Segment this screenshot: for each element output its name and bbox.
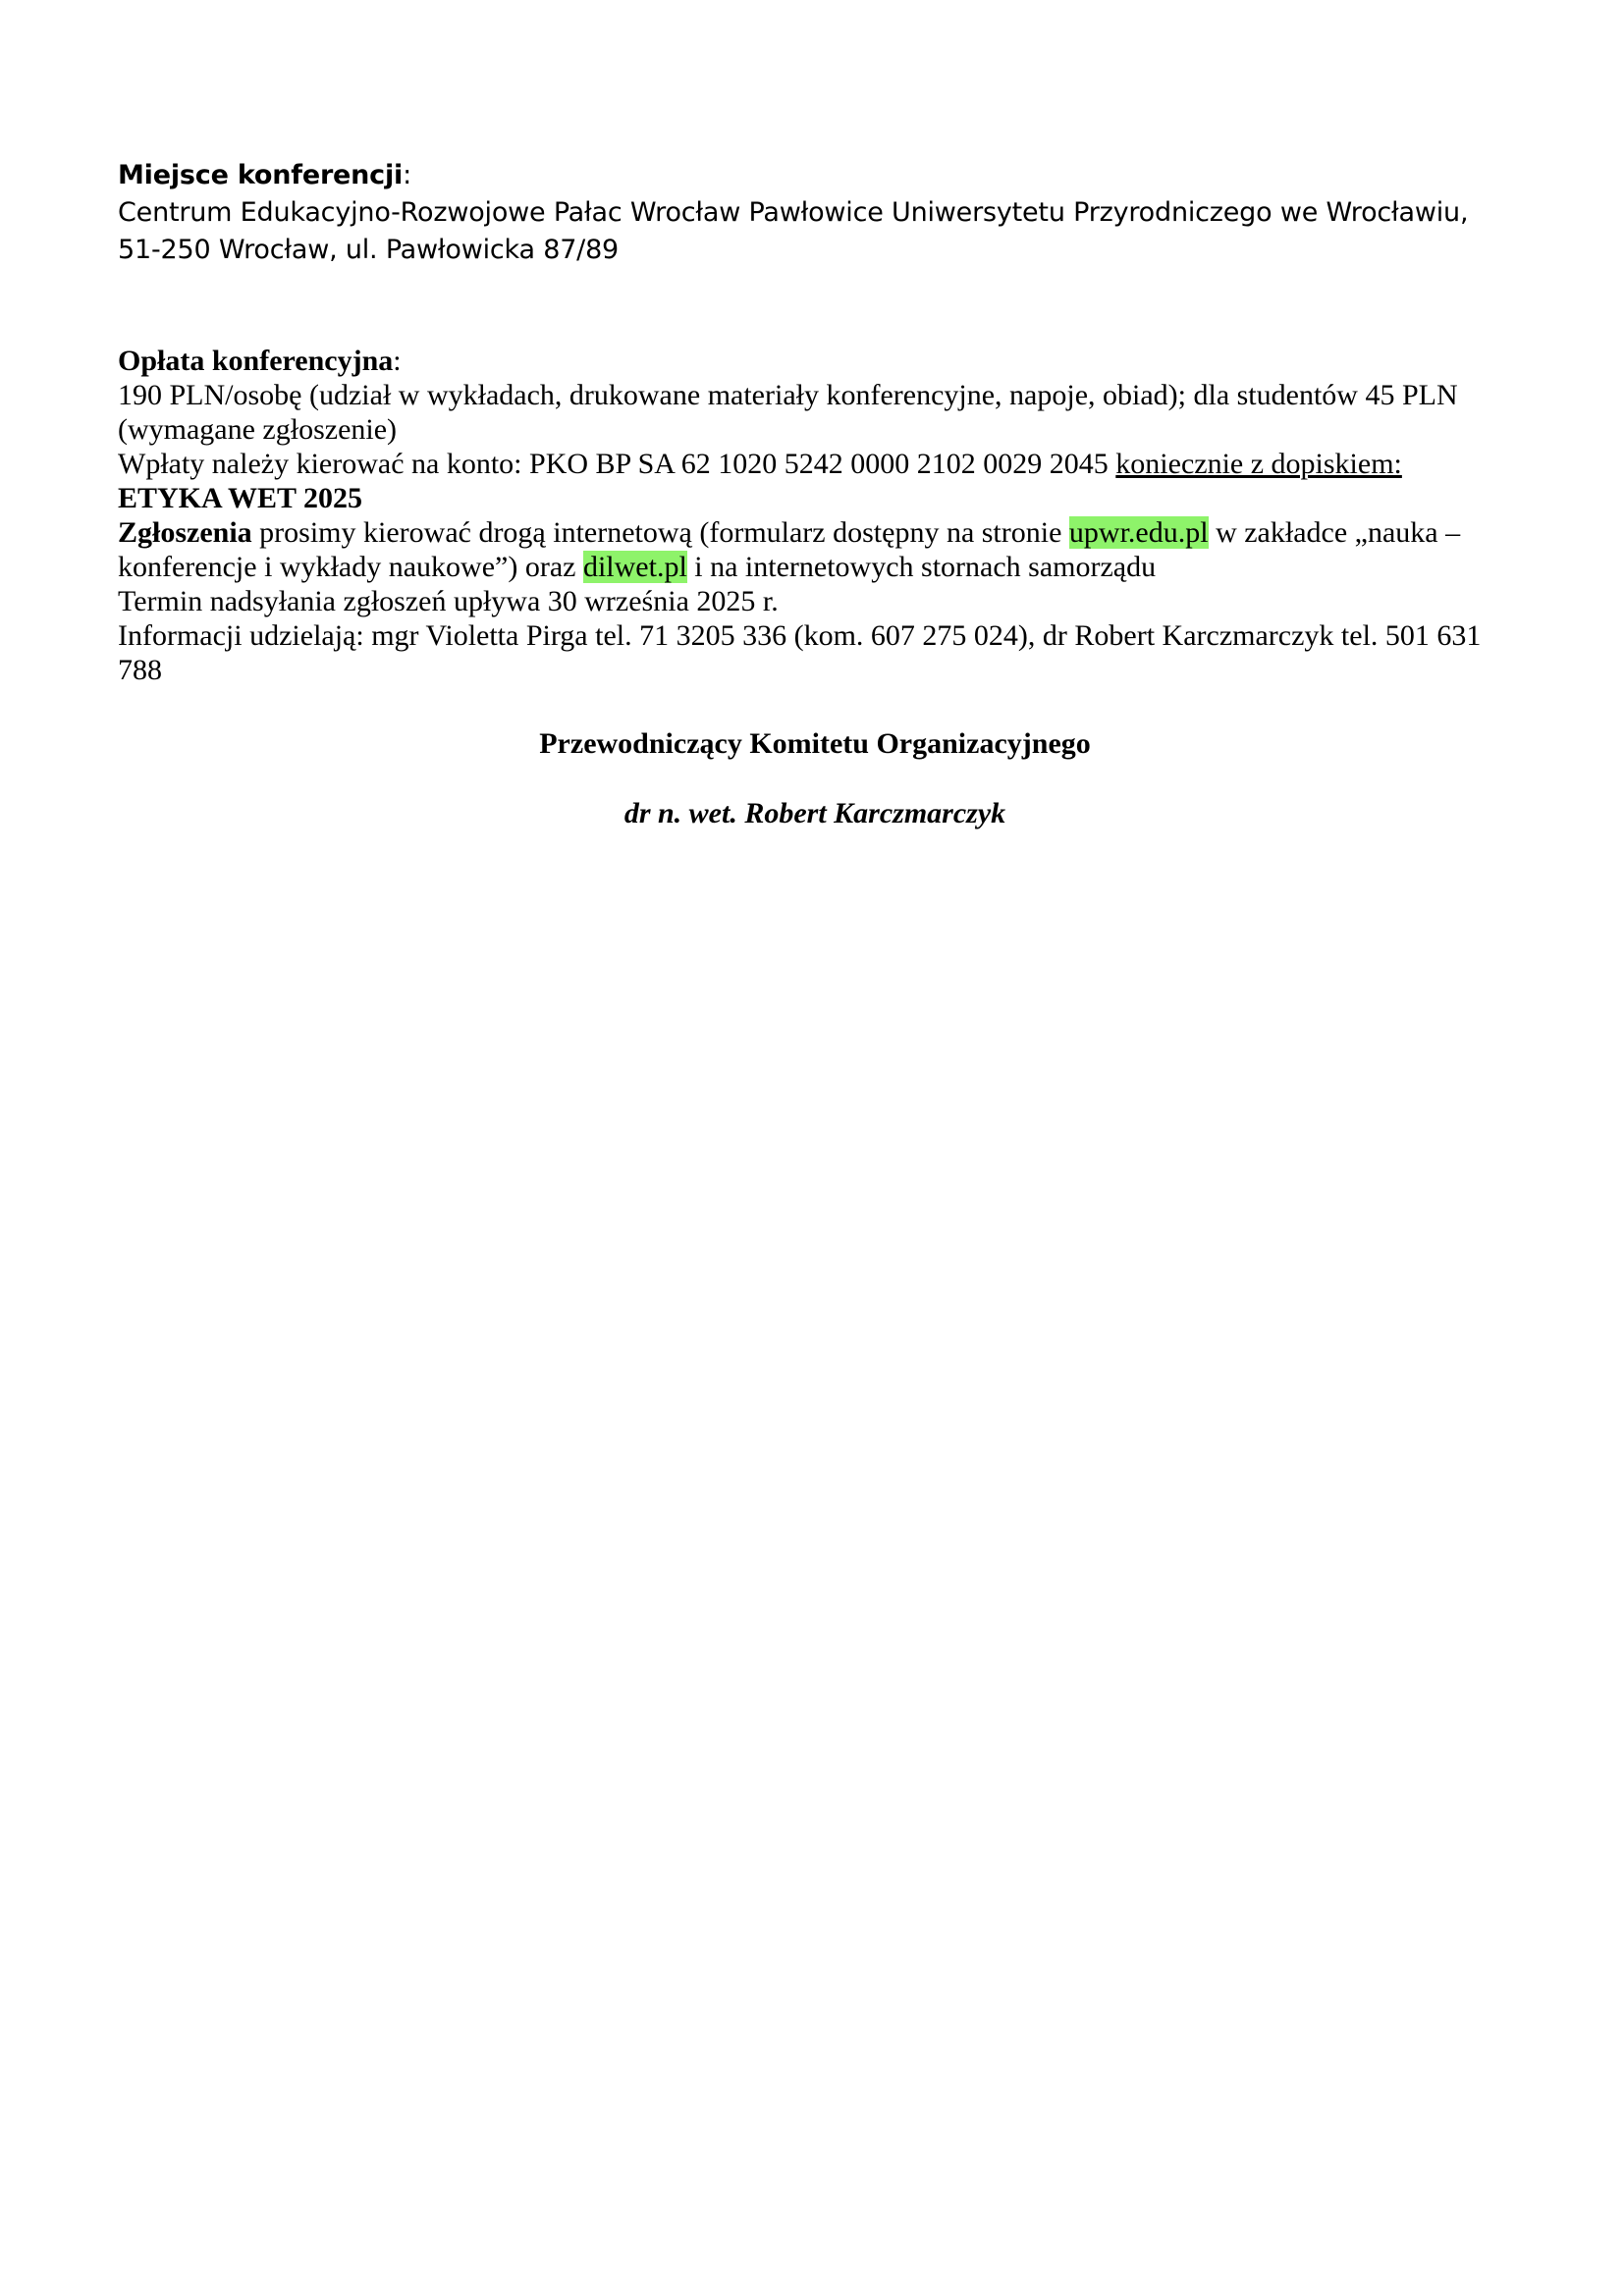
signature-section: [118, 726, 1512, 830]
registration-text-3: konferencje i wykłady naukowe”) oraz: [118, 551, 583, 583]
payment-line: [118, 447, 1532, 481]
payment-title: ETYKA WET 2025: [118, 482, 362, 514]
deadline-line: Termin nadsyłania zgłoszeń upływa 30 września 2025 r.: [118, 585, 779, 617]
info-line-2: 788: [118, 654, 162, 686]
payment-text: Wpłaty należy kierować na konto: PKO BP SA 62 1020 5242 0000 2102 0029 2045: [118, 448, 1116, 480]
registration-link-dilwet[interactable]: dilwet.pl: [582, 551, 687, 583]
committee-chair-name: dr n. wet. Robert Karczmarczyk: [623, 797, 1006, 829]
fee-line-1: 190 PLN/osobę (udział w wykładach, drukowane materiały konferencyjne, napoje, obiad); dla studentów 45 PLN: [118, 379, 1458, 411]
registration-line-1: [118, 515, 1532, 550]
registration-link-upwr[interactable]: upwr.edu.pl: [1068, 516, 1209, 549]
registration-label: Zgłoszenia: [118, 516, 252, 549]
venue-address-line-1: Centrum Edukacyjno-Rozwojowe Pałac Wrocław Pawłowice Uniwersytetu Przyrodniczego we Wrocławiu,: [118, 197, 1469, 228]
fee-line-2: (wymagane zgłoszenie): [118, 413, 398, 446]
payment-note: koniecznie z dopiskiem:: [1115, 448, 1402, 480]
venue-heading: Miejsce konferencji: [118, 160, 404, 190]
registration-text-4: i na internetowych stornach samorządu: [686, 551, 1157, 583]
fee-heading-line: [118, 344, 1532, 378]
fee-section: [118, 344, 1532, 687]
fee-heading: Opłata konferencyjna: [118, 345, 394, 377]
venue-section: [118, 157, 1532, 269]
registration-text-1: prosimy kierować drogą internetową (formularz dostępny na stronie: [251, 516, 1069, 549]
registration-line-2: [118, 550, 1532, 584]
venue-heading-colon: :: [403, 160, 412, 190]
registration-text-2: w zakładce „nauka –: [1208, 516, 1461, 549]
venue-address-line-2: 51-250 Wrocław, ul. Pawłowicka 87/89: [118, 235, 620, 265]
info-line-1: Informacji udzielają: mgr Violetta Pirga tel. 71 3205 336 (kom. 607 275 024), dr Robert Karczmarczyk tel. 501 631: [118, 619, 1482, 652]
committee-chair-title: Przewodniczący Komitetu Organizacyjnego: [539, 727, 1091, 760]
fee-heading-colon: :: [393, 345, 402, 377]
venue-heading-line: [118, 157, 1532, 194]
